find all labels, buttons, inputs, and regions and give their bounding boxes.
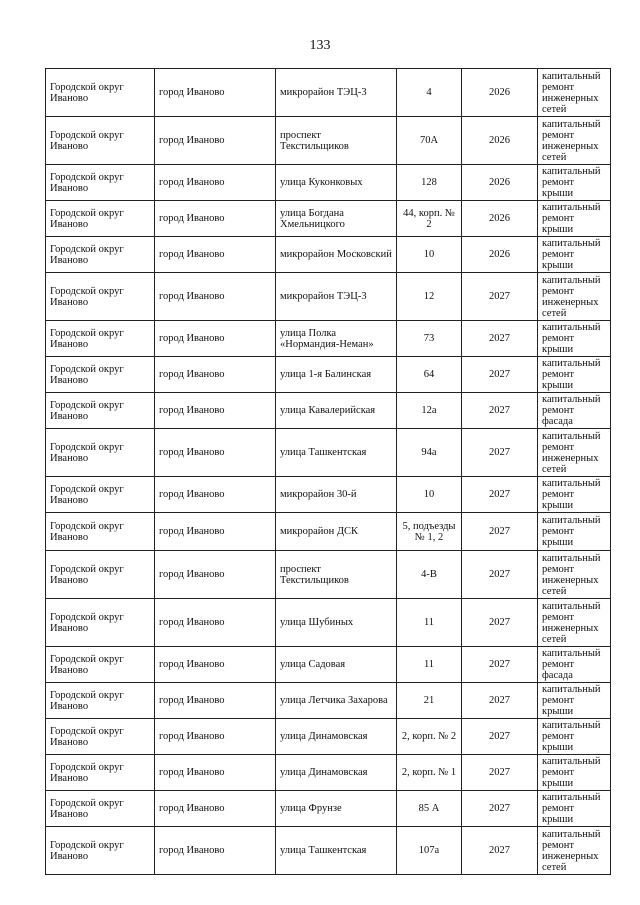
table-row <box>46 393 611 429</box>
table-row <box>46 69 611 117</box>
work-type-cell: капитальный ремонт инженерных сетей <box>538 273 611 321</box>
work-type-cell: капитальный ремонт крыши <box>538 321 611 357</box>
city-cell: город Иваново <box>155 165 276 201</box>
year-cell: 2027 <box>462 393 538 429</box>
year-cell: 2027 <box>462 513 538 551</box>
okrug-cell: Городской округ Иваново <box>46 719 155 755</box>
street-cell: улица Кавалерийская <box>276 393 397 429</box>
house-number-cell: 12а <box>397 393 462 429</box>
table-row <box>46 117 611 165</box>
year-cell: 2026 <box>462 117 538 165</box>
house-number-cell: 12 <box>397 273 462 321</box>
table-row <box>46 599 611 647</box>
city-cell: город Иваново <box>155 69 276 117</box>
table-row <box>46 201 611 237</box>
street-cell: улица Полка «Нормандия-Неман» <box>276 321 397 357</box>
year-cell: 2026 <box>462 165 538 201</box>
okrug-cell: Городской округ Иваново <box>46 201 155 237</box>
table-body <box>46 69 611 875</box>
table-row <box>46 827 611 875</box>
table-row <box>46 165 611 201</box>
city-cell: город Иваново <box>155 237 276 273</box>
city-cell: город Иваново <box>155 551 276 599</box>
city-cell: город Иваново <box>155 513 276 551</box>
house-number-cell: 21 <box>397 683 462 719</box>
year-cell: 2027 <box>462 827 538 875</box>
okrug-cell: Городской округ Иваново <box>46 551 155 599</box>
year-cell: 2027 <box>462 429 538 477</box>
city-cell: город Иваново <box>155 393 276 429</box>
house-number-cell: 4 <box>397 69 462 117</box>
street-cell: улица Ташкентская <box>276 429 397 477</box>
work-type-cell: капитальный ремонт крыши <box>538 755 611 791</box>
table-row <box>46 513 611 551</box>
work-type-cell: капитальный ремонт крыши <box>538 719 611 755</box>
okrug-cell: Городской округ Иваново <box>46 357 155 393</box>
street-cell: проспект Текстильщиков <box>276 551 397 599</box>
city-cell: город Иваново <box>155 683 276 719</box>
work-type-cell: капитальный ремонт крыши <box>538 201 611 237</box>
work-type-cell: капитальный ремонт инженерных сетей <box>538 429 611 477</box>
okrug-cell: Городской округ Иваново <box>46 393 155 429</box>
okrug-cell: Городской округ Иваново <box>46 791 155 827</box>
okrug-cell: Городской округ Иваново <box>46 477 155 513</box>
street-cell: улица Шубиных <box>276 599 397 647</box>
work-type-cell: капитальный ремонт инженерных сетей <box>538 827 611 875</box>
okrug-cell: Городской округ Иваново <box>46 237 155 273</box>
year-cell: 2027 <box>462 719 538 755</box>
table-row <box>46 321 611 357</box>
house-number-cell: 70А <box>397 117 462 165</box>
housing-repair-table <box>45 68 611 875</box>
street-cell: улица Куконковых <box>276 165 397 201</box>
table-row <box>46 791 611 827</box>
house-number-cell: 10 <box>397 237 462 273</box>
year-cell: 2027 <box>462 477 538 513</box>
work-type-cell: капитальный ремонт крыши <box>538 237 611 273</box>
okrug-cell: Городской округ Иваново <box>46 321 155 357</box>
okrug-cell: Городской округ Иваново <box>46 683 155 719</box>
work-type-cell: капитальный ремонт крыши <box>538 357 611 393</box>
house-number-cell: 4-В <box>397 551 462 599</box>
table-row <box>46 477 611 513</box>
street-cell: микрорайон ДСК <box>276 513 397 551</box>
work-type-cell: капитальный ремонт крыши <box>538 513 611 551</box>
year-cell: 2027 <box>462 551 538 599</box>
year-cell: 2026 <box>462 69 538 117</box>
city-cell: город Иваново <box>155 321 276 357</box>
house-number-cell: 2, корп. № 2 <box>397 719 462 755</box>
okrug-cell: Городской округ Иваново <box>46 755 155 791</box>
house-number-cell: 128 <box>397 165 462 201</box>
city-cell: город Иваново <box>155 357 276 393</box>
city-cell: город Иваново <box>155 477 276 513</box>
table-row <box>46 357 611 393</box>
year-cell: 2027 <box>462 599 538 647</box>
okrug-cell: Городской округ Иваново <box>46 69 155 117</box>
year-cell: 2027 <box>462 791 538 827</box>
table-row <box>46 755 611 791</box>
year-cell: 2026 <box>462 201 538 237</box>
work-type-cell: капитальный ремонт инженерных сетей <box>538 551 611 599</box>
work-type-cell: капитальный ремонт инженерных сетей <box>538 69 611 117</box>
house-number-cell: 2, корп. № 1 <box>397 755 462 791</box>
work-type-cell: капитальный ремонт крыши <box>538 477 611 513</box>
table-row <box>46 237 611 273</box>
work-type-cell: капитальный ремонт инженерных сетей <box>538 117 611 165</box>
house-number-cell: 85 А <box>397 791 462 827</box>
street-cell: проспект Текстильщиков <box>276 117 397 165</box>
table-row <box>46 551 611 599</box>
okrug-cell: Городской округ Иваново <box>46 513 155 551</box>
table-row <box>46 273 611 321</box>
street-cell: микрорайон Московский <box>276 237 397 273</box>
city-cell: город Иваново <box>155 755 276 791</box>
city-cell: город Иваново <box>155 791 276 827</box>
okrug-cell: Городской округ Иваново <box>46 647 155 683</box>
house-number-cell: 44, корп. № 2 <box>397 201 462 237</box>
city-cell: город Иваново <box>155 429 276 477</box>
street-cell: улица 1-я Балинская <box>276 357 397 393</box>
city-cell: город Иваново <box>155 647 276 683</box>
work-type-cell: капитальный ремонт крыши <box>538 683 611 719</box>
table-row <box>46 429 611 477</box>
house-number-cell: 10 <box>397 477 462 513</box>
work-type-cell: капитальный ремонт фасада <box>538 393 611 429</box>
work-type-cell: капитальный ремонт крыши <box>538 791 611 827</box>
year-cell: 2026 <box>462 237 538 273</box>
street-cell: микрорайон ТЭЦ-3 <box>276 273 397 321</box>
city-cell: город Иваново <box>155 273 276 321</box>
house-number-cell: 73 <box>397 321 462 357</box>
year-cell: 2027 <box>462 647 538 683</box>
street-cell: улица Динамовская <box>276 719 397 755</box>
okrug-cell: Городской округ Иваново <box>46 117 155 165</box>
street-cell: улица Садовая <box>276 647 397 683</box>
street-cell: микрорайон ТЭЦ-3 <box>276 69 397 117</box>
street-cell: улица Фрунзе <box>276 791 397 827</box>
okrug-cell: Городской округ Иваново <box>46 827 155 875</box>
street-cell: улица Динамовская <box>276 755 397 791</box>
work-type-cell: капитальный ремонт инженерных сетей <box>538 599 611 647</box>
year-cell: 2027 <box>462 683 538 719</box>
house-number-cell: 11 <box>397 599 462 647</box>
city-cell: город Иваново <box>155 201 276 237</box>
page-number: 133 <box>309 38 331 53</box>
table-row <box>46 683 611 719</box>
city-cell: город Иваново <box>155 827 276 875</box>
city-cell: город Иваново <box>155 599 276 647</box>
year-cell: 2027 <box>462 321 538 357</box>
street-cell: улица Летчика Захарова <box>276 683 397 719</box>
okrug-cell: Городской округ Иваново <box>46 429 155 477</box>
city-cell: город Иваново <box>155 117 276 165</box>
street-cell: улица Богдана Хмельницкого <box>276 201 397 237</box>
work-type-cell: капитальный ремонт крыши <box>538 165 611 201</box>
year-cell: 2027 <box>462 273 538 321</box>
house-number-cell: 107а <box>397 827 462 875</box>
table-row <box>46 719 611 755</box>
house-number-cell: 5, подъезды № 1, 2 <box>397 513 462 551</box>
work-type-cell: капитальный ремонт фасада <box>538 647 611 683</box>
year-cell: 2027 <box>462 755 538 791</box>
okrug-cell: Городской округ Иваново <box>46 599 155 647</box>
okrug-cell: Городской округ Иваново <box>46 273 155 321</box>
table-row <box>46 647 611 683</box>
year-cell: 2027 <box>462 357 538 393</box>
okrug-cell: Городской округ Иваново <box>46 165 155 201</box>
street-cell: улица Ташкентская <box>276 827 397 875</box>
house-number-cell: 94а <box>397 429 462 477</box>
house-number-cell: 11 <box>397 647 462 683</box>
house-number-cell: 64 <box>397 357 462 393</box>
city-cell: город Иваново <box>155 719 276 755</box>
street-cell: микрорайон 30-й <box>276 477 397 513</box>
